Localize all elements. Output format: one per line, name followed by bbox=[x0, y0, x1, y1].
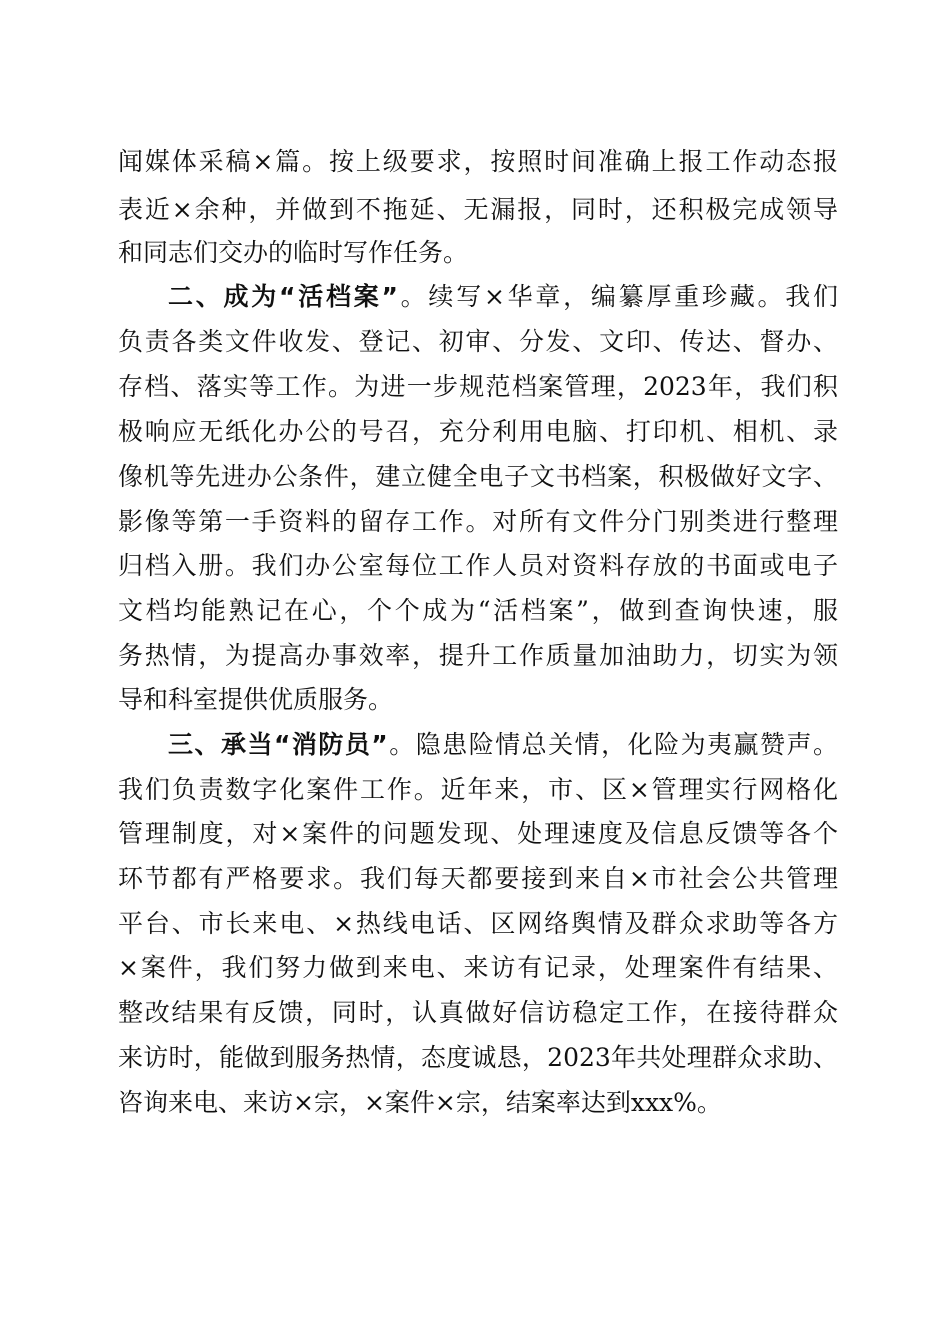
section-2-line-4: 极响应无纸化办公的号召，充分利用电脑、打印机、相机、录 bbox=[118, 417, 838, 446]
paragraph-1-line-3: 和同志们交办的临时写作任务。 bbox=[118, 238, 469, 267]
section-2-line-5: 像机等先进办公条件，建立健全电子文书档案，积极做好文字、 bbox=[118, 462, 838, 491]
section-3-line-6: ×案件，我们努力做到来电、来访有记录，处理案件有结果、 bbox=[118, 953, 838, 982]
section-2-heading: 二、成为“活档案” bbox=[168, 282, 398, 311]
section-3-line-9: 咨询来电、来访×宗，×案件×宗，结案率达到xxx%。 bbox=[118, 1088, 722, 1117]
section-2-line-9: 务热情，为提高办事效率，提升工作质量加油助力，切实为领 bbox=[118, 641, 838, 670]
section-2-line-2: 负责各类文件收发、登记、初审、分发、文印、传达、督办、 bbox=[118, 327, 838, 356]
section-3-heading: 三、承当“消防员” bbox=[168, 730, 388, 759]
paragraph-1-line-2: 表近×余种，并做到不拖延、无漏报，同时，还积极完成领导 bbox=[118, 195, 838, 224]
section-2-line-10: 导和科室提供优质服务。 bbox=[118, 685, 394, 714]
section-3-first-line-rest: 。隐患险情总关情，化险为夷赢赞声。 bbox=[387, 730, 838, 759]
section-2-line-7: 归档入册。我们办公室每位工作人员对资料存放的书面或电子 bbox=[118, 551, 838, 580]
section-3-line-3: 管理制度，对×案件的问题发现、处理速度及信息反馈等各个 bbox=[118, 819, 838, 848]
section-3-line-8: 来访时，能做到服务热情，态度诚恳，2023年共处理群众求助、 bbox=[118, 1043, 838, 1072]
section-3-line-2: 我们负责数字化案件工作。近年来，市、区×管理实行网格化 bbox=[118, 775, 838, 804]
section-2-line-6: 影像等第一手资料的留存工作。对所有文件分门别类进行整理 bbox=[118, 507, 838, 536]
section-3-line-5: 平台、市长来电、×热线电话、区网络舆情及群众求助等各方 bbox=[118, 909, 838, 938]
section-3-line-4: 环节都有严格要求。我们每天都要接到来自×市社会公共管理 bbox=[118, 864, 838, 893]
section-3-line-7: 整改结果有反馈，同时，认真做好信访稳定工作，在接待群众 bbox=[118, 998, 838, 1027]
paragraph-1-line-1: 闻媒体采稿×篇。按上级要求，按照时间准确上报工作动态报 bbox=[118, 147, 838, 176]
section-2-first-line bbox=[168, 275, 838, 319]
section-2-line-3: 存档、落实等工作。为进一步规范档案管理，2023年，我们积 bbox=[118, 372, 838, 401]
section-2-first-line-rest: 。续写×华章，编纂厚重珍藏。我们 bbox=[397, 282, 838, 311]
section-3-first-line bbox=[168, 723, 838, 767]
section-2-line-8: 文档均能熟记在心，个个成为“活档案”，做到查询快速，服 bbox=[118, 596, 838, 625]
